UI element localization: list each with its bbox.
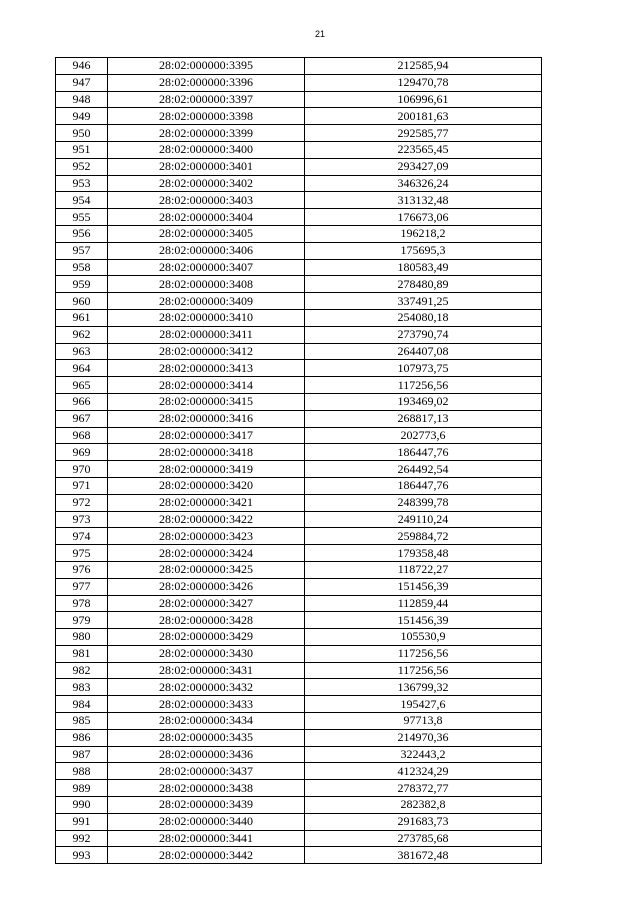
table-row	[56, 645, 542, 662]
table-row	[56, 746, 542, 763]
value-cell: 291683,73	[305, 813, 542, 830]
table-row	[56, 393, 542, 410]
row-number-cell: 951	[56, 141, 108, 158]
cadastral-number-cell: 28:02:000000:3433	[108, 696, 305, 713]
cadastral-number-cell: 28:02:000000:3400	[108, 141, 305, 158]
row-number-cell: 987	[56, 746, 108, 763]
table-row	[56, 561, 542, 578]
value-cell: 313132,48	[305, 192, 542, 209]
row-number-cell: 952	[56, 158, 108, 175]
row-number-cell: 977	[56, 578, 108, 595]
page-number: 21	[314, 29, 325, 39]
table-row	[56, 528, 542, 545]
table-row	[56, 192, 542, 209]
value-cell: 107973,75	[305, 360, 542, 377]
row-number-cell: 973	[56, 511, 108, 528]
value-cell: 412324,29	[305, 763, 542, 780]
row-number-cell: 971	[56, 477, 108, 494]
table-row	[56, 696, 542, 713]
cadastral-number-cell: 28:02:000000:3426	[108, 578, 305, 595]
row-number-cell: 982	[56, 662, 108, 679]
cadastral-number-cell: 28:02:000000:3441	[108, 830, 305, 847]
cadastral-number-cell: 28:02:000000:3406	[108, 242, 305, 259]
value-cell: 118722,27	[305, 561, 542, 578]
value-cell: 282382,8	[305, 797, 542, 814]
table-row	[56, 830, 542, 847]
table-row	[56, 158, 542, 175]
value-cell: 136799,32	[305, 679, 542, 696]
cadastral-number-cell: 28:02:000000:3427	[108, 595, 305, 612]
value-cell: 129470,78	[305, 74, 542, 91]
table-row	[56, 276, 542, 293]
cadastral-number-cell: 28:02:000000:3395	[108, 58, 305, 75]
table-row	[56, 494, 542, 511]
cadastral-number-cell: 28:02:000000:3431	[108, 662, 305, 679]
value-cell: 212585,94	[305, 58, 542, 75]
row-number-cell: 949	[56, 108, 108, 125]
table-row	[56, 713, 542, 730]
cadastral-number-cell: 28:02:000000:3411	[108, 326, 305, 343]
table-row	[56, 108, 542, 125]
row-number-cell: 955	[56, 209, 108, 226]
cadastral-number-cell: 28:02:000000:3410	[108, 309, 305, 326]
value-cell: 117256,56	[305, 377, 542, 394]
row-number-cell: 956	[56, 225, 108, 242]
table-row	[56, 125, 542, 142]
value-cell: 273785,68	[305, 830, 542, 847]
value-cell: 278372,77	[305, 780, 542, 797]
value-cell: 273790,74	[305, 326, 542, 343]
cadastral-number-cell: 28:02:000000:3407	[108, 259, 305, 276]
value-cell: 151456,39	[305, 578, 542, 595]
table-row	[56, 662, 542, 679]
row-number-cell: 965	[56, 377, 108, 394]
cadastral-number-cell: 28:02:000000:3420	[108, 477, 305, 494]
value-cell: 106996,61	[305, 91, 542, 108]
table-row	[56, 461, 542, 478]
table-row	[56, 343, 542, 360]
table-row	[56, 612, 542, 629]
cadastral-number-cell: 28:02:000000:3442	[108, 847, 305, 864]
cadastral-number-cell: 28:02:000000:3405	[108, 225, 305, 242]
cadastral-number-cell: 28:02:000000:3398	[108, 108, 305, 125]
row-number-cell: 988	[56, 763, 108, 780]
cadastral-number-cell: 28:02:000000:3432	[108, 679, 305, 696]
row-number-cell: 966	[56, 393, 108, 410]
value-cell: 179358,48	[305, 545, 542, 562]
cadastral-number-cell: 28:02:000000:3397	[108, 91, 305, 108]
value-cell: 186447,76	[305, 477, 542, 494]
value-cell: 346326,24	[305, 175, 542, 192]
table-row	[56, 763, 542, 780]
row-number-cell: 958	[56, 259, 108, 276]
table-row	[56, 679, 542, 696]
value-cell: 223565,45	[305, 141, 542, 158]
value-cell: 249110,24	[305, 511, 542, 528]
row-number-cell: 993	[56, 847, 108, 864]
table-row	[56, 74, 542, 91]
row-number-cell: 962	[56, 326, 108, 343]
value-cell: 117256,56	[305, 662, 542, 679]
cadastral-number-cell: 28:02:000000:3399	[108, 125, 305, 142]
cadastral-number-cell: 28:02:000000:3403	[108, 192, 305, 209]
cadastral-number-cell: 28:02:000000:3422	[108, 511, 305, 528]
table-row	[56, 242, 542, 259]
table-row	[56, 209, 542, 226]
value-cell: 322443,2	[305, 746, 542, 763]
row-number-cell: 989	[56, 780, 108, 797]
row-number-cell: 991	[56, 813, 108, 830]
row-number-cell: 960	[56, 293, 108, 310]
value-cell: 193469,02	[305, 393, 542, 410]
row-number-cell: 969	[56, 444, 108, 461]
table-row	[56, 511, 542, 528]
value-cell: 214970,36	[305, 729, 542, 746]
row-number-cell: 975	[56, 545, 108, 562]
row-number-cell: 976	[56, 561, 108, 578]
row-number-cell: 953	[56, 175, 108, 192]
row-number-cell: 947	[56, 74, 108, 91]
cadastral-number-cell: 28:02:000000:3402	[108, 175, 305, 192]
cadastral-number-cell: 28:02:000000:3409	[108, 293, 305, 310]
table-row	[56, 444, 542, 461]
value-cell: 195427,6	[305, 696, 542, 713]
row-number-cell: 968	[56, 427, 108, 444]
table-row	[56, 729, 542, 746]
cadastral-number-cell: 28:02:000000:3430	[108, 645, 305, 662]
value-cell: 248399,78	[305, 494, 542, 511]
value-cell: 278480,89	[305, 276, 542, 293]
cadastral-number-cell: 28:02:000000:3412	[108, 343, 305, 360]
value-cell: 268817,13	[305, 410, 542, 427]
value-cell: 259884,72	[305, 528, 542, 545]
table-row	[56, 629, 542, 646]
value-cell: 264492,54	[305, 461, 542, 478]
value-cell: 254080,18	[305, 309, 542, 326]
row-number-cell: 981	[56, 645, 108, 662]
value-cell: 202773,6	[305, 427, 542, 444]
value-cell: 175695,3	[305, 242, 542, 259]
cadastral-number-cell: 28:02:000000:3421	[108, 494, 305, 511]
cadastral-number-cell: 28:02:000000:3429	[108, 629, 305, 646]
table-row	[56, 813, 542, 830]
cadastral-number-cell: 28:02:000000:3434	[108, 713, 305, 730]
row-number-cell: 978	[56, 595, 108, 612]
cadastral-number-cell: 28:02:000000:3438	[108, 780, 305, 797]
value-cell: 180583,49	[305, 259, 542, 276]
table-row	[56, 259, 542, 276]
cadastral-number-cell: 28:02:000000:3418	[108, 444, 305, 461]
value-cell: 117256,56	[305, 645, 542, 662]
cadastral-number-cell: 28:02:000000:3424	[108, 545, 305, 562]
table-row	[56, 847, 542, 864]
row-number-cell: 984	[56, 696, 108, 713]
cadastral-number-cell: 28:02:000000:3396	[108, 74, 305, 91]
cadastral-number-cell: 28:02:000000:3408	[108, 276, 305, 293]
table-row	[56, 595, 542, 612]
row-number-cell: 967	[56, 410, 108, 427]
cadastral-number-cell: 28:02:000000:3428	[108, 612, 305, 629]
row-number-cell: 954	[56, 192, 108, 209]
value-cell: 264407,08	[305, 343, 542, 360]
table-body	[56, 58, 542, 864]
cadastral-number-cell: 28:02:000000:3436	[108, 746, 305, 763]
row-number-cell: 979	[56, 612, 108, 629]
value-cell: 292585,77	[305, 125, 542, 142]
value-cell: 200181,63	[305, 108, 542, 125]
table-row	[56, 326, 542, 343]
value-cell: 97713,8	[305, 713, 542, 730]
row-number-cell: 974	[56, 528, 108, 545]
row-number-cell: 948	[56, 91, 108, 108]
table-row	[56, 91, 542, 108]
table-row	[56, 797, 542, 814]
table-row	[56, 578, 542, 595]
cadastral-number-cell: 28:02:000000:3419	[108, 461, 305, 478]
row-number-cell: 972	[56, 494, 108, 511]
cadastral-number-cell: 28:02:000000:3401	[108, 158, 305, 175]
cadastral-table	[55, 57, 542, 864]
value-cell: 381672,48	[305, 847, 542, 864]
value-cell: 105530,9	[305, 629, 542, 646]
row-number-cell: 957	[56, 242, 108, 259]
value-cell: 196218,2	[305, 225, 542, 242]
row-number-cell: 963	[56, 343, 108, 360]
cadastral-number-cell: 28:02:000000:3404	[108, 209, 305, 226]
cadastral-number-cell: 28:02:000000:3415	[108, 393, 305, 410]
cadastral-number-cell: 28:02:000000:3440	[108, 813, 305, 830]
cadastral-number-cell: 28:02:000000:3439	[108, 797, 305, 814]
row-number-cell: 983	[56, 679, 108, 696]
value-cell: 186447,76	[305, 444, 542, 461]
value-cell: 293427,09	[305, 158, 542, 175]
row-number-cell: 986	[56, 729, 108, 746]
value-cell: 151456,39	[305, 612, 542, 629]
table-row	[56, 360, 542, 377]
cadastral-number-cell: 28:02:000000:3416	[108, 410, 305, 427]
cadastral-number-cell: 28:02:000000:3423	[108, 528, 305, 545]
row-number-cell: 990	[56, 797, 108, 814]
row-number-cell: 950	[56, 125, 108, 142]
cadastral-number-cell: 28:02:000000:3417	[108, 427, 305, 444]
cadastral-number-cell: 28:02:000000:3435	[108, 729, 305, 746]
table-row	[56, 309, 542, 326]
cadastral-number-cell: 28:02:000000:3414	[108, 377, 305, 394]
table-row	[56, 410, 542, 427]
row-number-cell: 970	[56, 461, 108, 478]
row-number-cell: 964	[56, 360, 108, 377]
table-row	[56, 377, 542, 394]
value-cell: 337491,25	[305, 293, 542, 310]
table-row	[56, 427, 542, 444]
table-row	[56, 141, 542, 158]
table-row	[56, 780, 542, 797]
cadastral-number-cell: 28:02:000000:3425	[108, 561, 305, 578]
cadastral-number-cell: 28:02:000000:3437	[108, 763, 305, 780]
row-number-cell: 980	[56, 629, 108, 646]
row-number-cell: 959	[56, 276, 108, 293]
value-cell: 112859,44	[305, 595, 542, 612]
table-row	[56, 293, 542, 310]
row-number-cell: 992	[56, 830, 108, 847]
cadastral-number-cell: 28:02:000000:3413	[108, 360, 305, 377]
row-number-cell: 985	[56, 713, 108, 730]
row-number-cell: 946	[56, 58, 108, 75]
table-row	[56, 545, 542, 562]
table-row	[56, 477, 542, 494]
table-row	[56, 175, 542, 192]
row-number-cell: 961	[56, 309, 108, 326]
table-row	[56, 58, 542, 75]
value-cell: 176673,06	[305, 209, 542, 226]
table-row	[56, 225, 542, 242]
